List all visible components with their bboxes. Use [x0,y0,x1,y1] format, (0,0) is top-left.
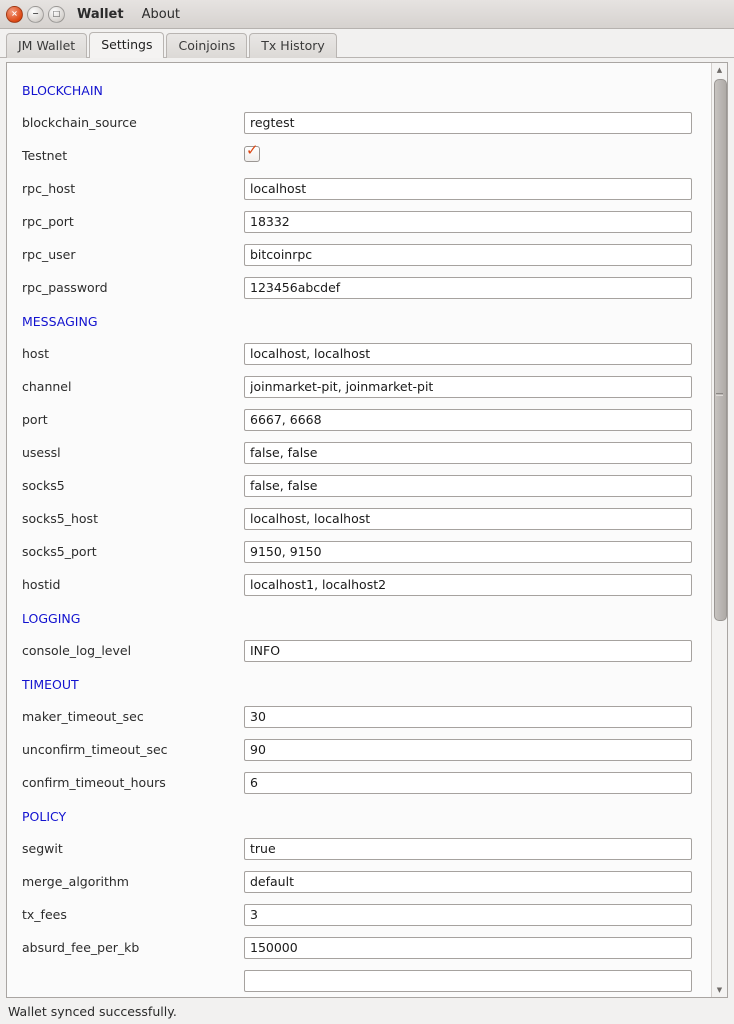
menu-item-about[interactable]: About [141,6,181,22]
tab-strip [0,29,734,58]
settings-row [21,139,707,172]
scroll-up-arrow-icon[interactable]: ▲ [716,66,723,74]
settings-row [21,898,707,931]
scrollbar-grip-icon [716,393,723,396]
settings-row [21,634,707,667]
setting-label: segwit [22,841,63,856]
setting-label: maker_timeout_sec [22,709,144,724]
input-rpc-password[interactable] [244,277,692,299]
settings-row [21,700,707,733]
setting-value-cell [243,436,707,469]
input-blockchain-source[interactable] [244,112,692,134]
tab-settings[interactable]: Settings [89,32,164,58]
setting-label: socks5_host [22,511,98,526]
setting-value-cell [243,337,707,370]
content-area [0,58,734,998]
section-header-timeout: TIMEOUT [22,677,79,692]
setting-value-cell [243,205,707,238]
input-maker-timeout-sec[interactable] [244,706,692,728]
input-socks5[interactable] [244,475,692,497]
settings-section-row [21,667,707,700]
section-header-logging: LOGGING [22,611,81,626]
setting-value-cell [243,964,707,997]
input-rpc-host[interactable] [244,178,692,200]
input-port[interactable] [244,409,692,431]
menu-bar [75,5,182,24]
settings-row [21,271,707,304]
setting-value-cell [243,370,707,403]
setting-value-cell [243,898,707,931]
section-header-messaging: MESSAGING [22,314,98,329]
settings-row [21,436,707,469]
setting-label: usessl [22,445,61,460]
settings-row [21,469,707,502]
section-header-blockchain: BLOCKCHAIN [22,83,103,98]
settings-row [21,370,707,403]
menu-item-wallet[interactable]: Wallet [77,6,124,22]
setting-label: console_log_level [22,643,132,658]
input-socks5-port[interactable] [244,541,692,563]
setting-value-cell [243,172,707,205]
setting-label [21,964,243,997]
input-rpc-user[interactable] [244,244,692,266]
status-message: Wallet synced successfully. [8,1003,177,1019]
input-absurd-fee-per-kb[interactable] [244,937,692,959]
settings-row [21,964,707,997]
title-bar [0,0,734,29]
settings-row [21,766,707,799]
setting-value-cell [243,535,707,568]
settings-table [21,73,707,997]
setting-label: rpc_host [22,181,76,196]
settings-row [21,535,707,568]
setting-label: tx_fees [22,907,67,922]
settings-section-row [21,799,707,832]
setting-value-cell [243,733,707,766]
input-segwit[interactable] [244,838,692,860]
input-channel[interactable] [244,376,692,398]
checkbox-testnet[interactable] [244,141,260,162]
setting-label: rpc_password [22,280,108,295]
setting-value-cell [243,403,707,436]
input-hostid[interactable] [244,574,692,596]
setting-value-cell [243,931,707,964]
settings-row [21,931,707,964]
vertical-scrollbar[interactable] [711,63,727,997]
minimize-icon: − [32,9,39,18]
setting-value-cell [243,502,707,535]
input-confirm-timeout-hours[interactable] [244,772,692,794]
check-icon: ✓ [246,141,259,159]
setting-label: hostid [22,577,61,592]
settings-row [21,238,707,271]
settings-section-row [21,304,707,337]
settings-panel [6,62,728,998]
maximize-icon: □ [52,9,61,18]
settings-row [21,865,707,898]
close-icon: × [11,9,18,18]
section-header-policy: POLICY [22,809,67,824]
setting-value-cell [243,271,707,304]
input-console-log-level[interactable] [244,640,692,662]
setting-label: socks5_port [22,544,97,559]
setting-label: port [22,412,48,427]
setting-label: socks5 [22,478,65,493]
settings-section-row [21,73,707,106]
input-usessl[interactable] [244,442,692,464]
input-merge-algorithm[interactable] [244,871,692,893]
tab-tx-history[interactable]: Tx History [249,33,336,58]
settings-row [21,205,707,238]
scroll-down-arrow-icon[interactable]: ▼ [716,986,723,994]
settings-row [21,832,707,865]
setting-value-cell [243,469,707,502]
setting-label: merge_algorithm [22,874,129,889]
setting-value-cell [243,700,707,733]
setting-label: confirm_timeout_hours [22,775,166,790]
setting-label: absurd_fee_per_kb [22,940,140,955]
setting-label: host [22,346,49,361]
setting-value-cell [243,238,707,271]
setting-value-cell [243,568,707,601]
status-bar [0,998,734,1024]
setting-value-cell [243,832,707,865]
tab-coinjoins[interactable]: Coinjoins [166,33,247,58]
settings-section-row [21,601,707,634]
setting-value-cell [243,634,707,667]
settings-row [21,502,707,535]
settings-row [21,733,707,766]
settings-row [21,337,707,370]
setting-label: Testnet [22,148,68,163]
scrollbar-thumb[interactable] [714,79,727,621]
input-unconfirm-timeout-sec[interactable] [244,739,692,761]
input-rpc-port[interactable] [244,211,692,233]
input-host[interactable] [244,343,692,365]
minimize-window-button[interactable] [27,6,44,23]
input-extra[interactable] [244,970,692,992]
setting-label: rpc_user [22,247,76,262]
setting-label: blockchain_source [22,115,137,130]
settings-row [21,106,707,139]
setting-label: unconfirm_timeout_sec [22,742,168,757]
input-tx-fees[interactable] [244,904,692,926]
input-socks5-host[interactable] [244,508,692,530]
settings-scroll-area [7,63,711,997]
setting-value-cell [243,865,707,898]
settings-row [21,568,707,601]
close-window-button[interactable] [6,6,23,23]
setting-value-cell [243,106,707,139]
settings-row [21,403,707,436]
setting-value-cell [243,766,707,799]
tab-jm-wallet[interactable]: JM Wallet [6,33,87,58]
setting-label: rpc_port [22,214,74,229]
window-controls [6,6,65,23]
setting-value-cell [243,139,707,172]
setting-label: channel [22,379,72,394]
maximize-window-button[interactable] [48,6,65,23]
settings-row [21,172,707,205]
